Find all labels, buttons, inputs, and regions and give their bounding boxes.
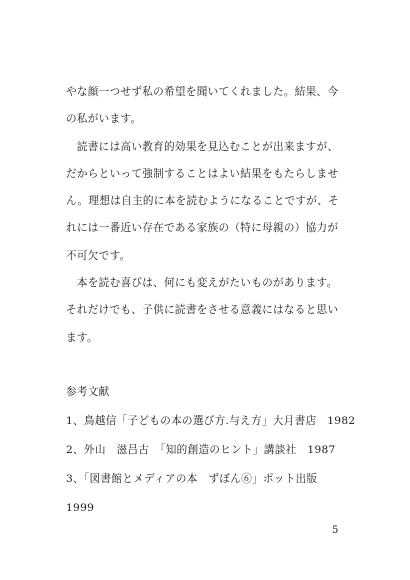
reference-item: 3、「図書館とメディアの本 ずぼん⑥」ポット出版 bbox=[66, 473, 318, 485]
body-text bbox=[66, 79, 356, 352]
body-line: 不可欠です。 bbox=[66, 249, 131, 262]
body-line: やな顔一つせず私の希望を聞いてくれました。結果、今 bbox=[66, 86, 339, 98]
reference-item: 1999 bbox=[66, 502, 95, 514]
body-line: 読書には高い教育的効果を見込むことが出来ますが、 bbox=[66, 140, 339, 153]
references-section bbox=[66, 378, 356, 523]
body-line: 本を読む喜びは、何にも変えがたいものがあります。 bbox=[66, 277, 338, 290]
body-line: ん。理想は自主的に本を読むようになることですが、そ bbox=[66, 195, 339, 208]
references-heading: 参考文献 bbox=[66, 386, 110, 398]
body-line: れには一番近い存在である家族の（特に母親の）協力が bbox=[66, 222, 339, 235]
body-line: の私がいます。 bbox=[66, 113, 142, 126]
reference-item: 1、鳥越信「子どもの本の選び方.与え方」大月書店 1982 bbox=[66, 415, 356, 427]
reference-item: 2、外山 滋吕古 「知的創造のヒント」講談社 1987 bbox=[66, 444, 336, 456]
page-number: 5 bbox=[332, 525, 339, 536]
body-line: ます。 bbox=[66, 331, 98, 344]
body-line: それだけでも、子供に読書をさせる意義にはなると思い bbox=[66, 304, 339, 317]
body-line: だからといって強制することはよい結果をもたらしませ bbox=[66, 167, 339, 180]
